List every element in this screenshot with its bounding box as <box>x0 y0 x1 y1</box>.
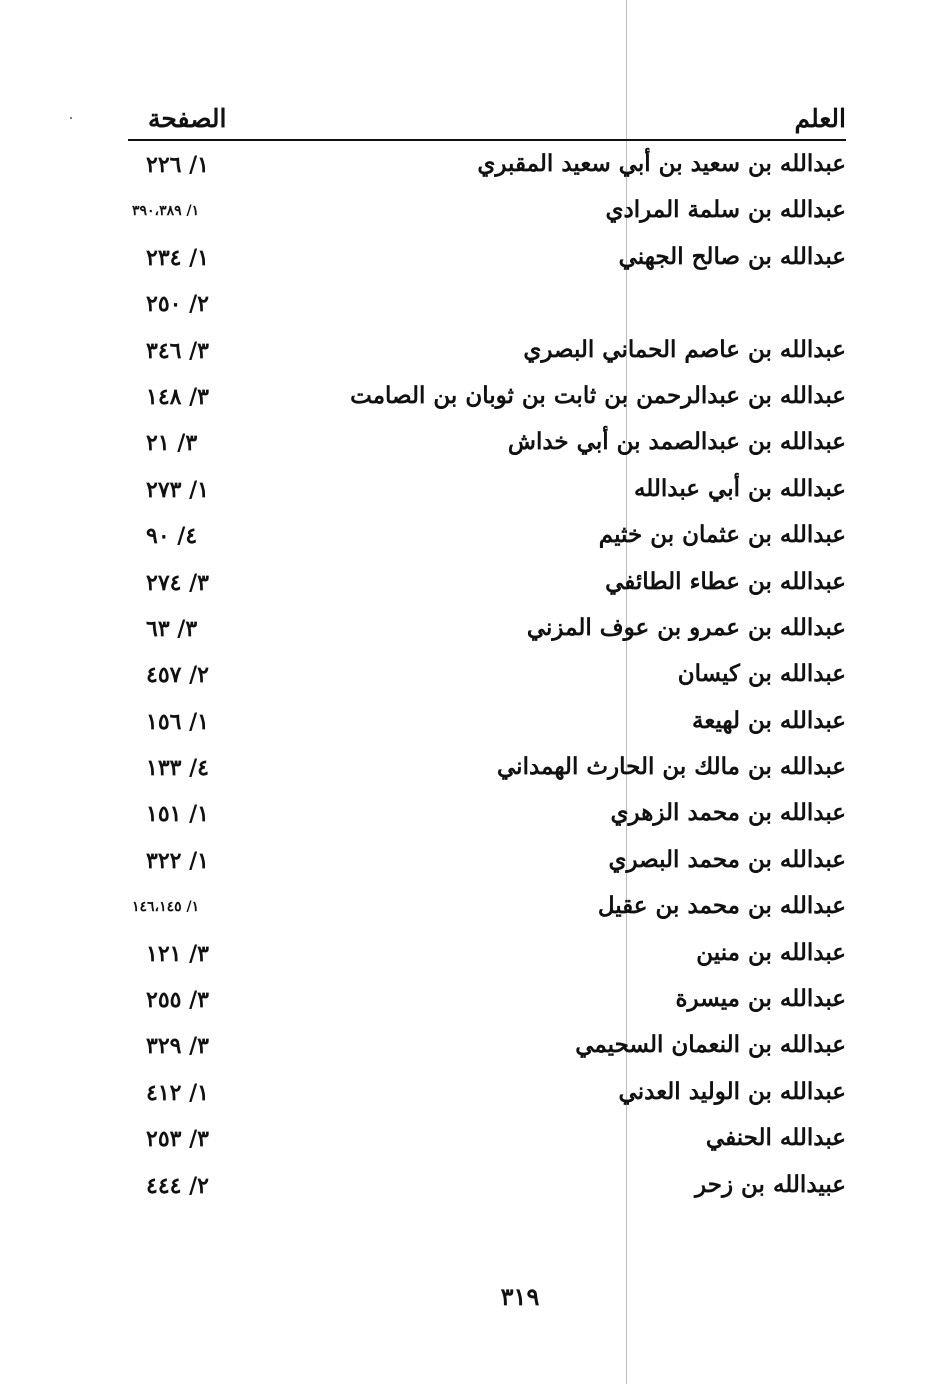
index-entry <box>128 374 846 420</box>
entry-page-ref: ١/ ١٤٦،١٤٥ <box>132 899 200 916</box>
index-entry <box>128 1023 846 1069</box>
entry-name: عبيدالله بن زحر <box>695 1170 846 1198</box>
index-entry <box>128 884 846 930</box>
index-entry <box>128 838 846 884</box>
index-entry <box>128 281 846 327</box>
index-entry <box>128 420 846 466</box>
ink-speck <box>70 117 72 119</box>
entry-page-ref: ٤/ ١٣٣ <box>146 755 209 782</box>
index-entry <box>128 1070 846 1116</box>
entry-page-ref: ١/ ١٥٦ <box>146 708 209 735</box>
entry-name: عبدالله بن عطاء الطائفي <box>605 567 846 595</box>
entry-name: عبدالله بن عاصم الحماني البصري <box>523 335 846 363</box>
entry-page-ref: ١/ ٣٩٠،٣٨٩ <box>132 203 200 220</box>
entry-name: عبدالله بن سعيد بن أبي سعيد المقبري <box>477 150 846 177</box>
entry-page-ref: ٣/ ٣٤٦ <box>146 337 209 364</box>
entry-page-ref: ١/ ٤١٢ <box>146 1079 209 1106</box>
entry-page-ref: ٣/ ٦٣ <box>146 615 198 642</box>
entry-page-ref: ١/ ٢٧٣ <box>146 476 209 503</box>
entry-name: عبدالله بن أبي عبدالله <box>633 474 846 502</box>
index-entry <box>128 467 846 513</box>
index-entry <box>128 142 846 188</box>
column-header-name: العلم <box>794 104 846 133</box>
entry-name: عبدالله بن عبدالرحمن بن ثابت بن ثوبان بن الصامت <box>350 381 846 409</box>
index-entry <box>128 235 846 281</box>
entry-name: عبدالله بن كيسان <box>677 660 846 688</box>
entry-page-ref: ٣/ ٢٧٤ <box>146 569 209 596</box>
entry-name: عبدالله بن عبدالصمد بن أبي خداش <box>507 428 846 456</box>
entry-page-ref: ٢/ ٤٤٤ <box>146 1172 209 1199</box>
entry-page-ref: ١/ ٢٣٤ <box>146 244 209 271</box>
index-entry <box>128 1163 846 1209</box>
entry-name: عبدالله بن صالح الجهني <box>618 242 846 270</box>
entry-page-ref: ٢/ ٤٥٧ <box>146 662 209 689</box>
entry-page-ref: ٢/ ٢٥٠ <box>146 291 209 318</box>
index-header <box>128 100 846 140</box>
entry-page-ref: ٣/ ٢٥٥ <box>146 987 209 1014</box>
entry-page-ref: ١/ ١٥١ <box>146 801 209 828</box>
entry-name: عبدالله بن الوليد العدني <box>618 1077 846 1105</box>
index-entry <box>128 328 846 374</box>
index-entry <box>128 977 846 1023</box>
entry-name: عبدالله الحنفي <box>705 1124 846 1152</box>
header-rule <box>128 139 846 141</box>
index-entry <box>128 513 846 559</box>
entry-name: عبدالله بن محمد الزهري <box>610 799 846 827</box>
entry-name: عبدالله بن ميسرة <box>675 985 846 1013</box>
entry-page-ref: ٣/ ١٢١ <box>146 940 209 967</box>
entry-page-ref: ٣/ ٢٥٣ <box>146 1126 209 1153</box>
index-entry <box>128 188 846 234</box>
entry-name: عبدالله بن مالك بن الحارث الهمداني <box>497 753 846 781</box>
index-entry <box>128 931 846 977</box>
entry-name: عبدالله بن عمرو بن عوف المزني <box>526 613 846 641</box>
entry-page-ref: ١/ ٢٢٦ <box>146 152 209 178</box>
entry-name: عبدالله بن عثمان بن خثيم <box>598 521 846 549</box>
column-header-page: الصفحة <box>148 104 227 133</box>
entry-name: عبدالله بن محمد البصري <box>608 845 846 873</box>
entry-page-ref: ٣/ ٣٢٩ <box>146 1033 209 1060</box>
page-number: ٣١٩ <box>500 1282 540 1311</box>
index-entry <box>128 560 846 606</box>
entry-name: عبدالله بن سلمة المرادي <box>605 196 846 224</box>
entry-page-ref: ٣/ ٢١ <box>146 430 198 457</box>
index-list <box>128 142 846 1209</box>
entry-page-ref: ٤/ ٩٠ <box>146 523 198 550</box>
entry-name: عبدالله بن لهيعة <box>692 706 846 734</box>
index-entry <box>128 745 846 791</box>
entry-page-ref: ١/ ٣٢٢ <box>146 847 209 874</box>
entry-page-ref: ٣/ ١٤٨ <box>146 383 209 410</box>
index-entry <box>128 606 846 652</box>
index-entry <box>128 652 846 698</box>
entry-name: عبدالله بن محمد بن عقيل <box>597 892 846 920</box>
index-entry <box>128 699 846 745</box>
index-entry <box>128 791 846 837</box>
entry-name: عبدالله بن منين <box>696 938 846 966</box>
entry-name: عبدالله بن النعمان السحيمي <box>575 1031 846 1059</box>
index-entry <box>128 1116 846 1162</box>
